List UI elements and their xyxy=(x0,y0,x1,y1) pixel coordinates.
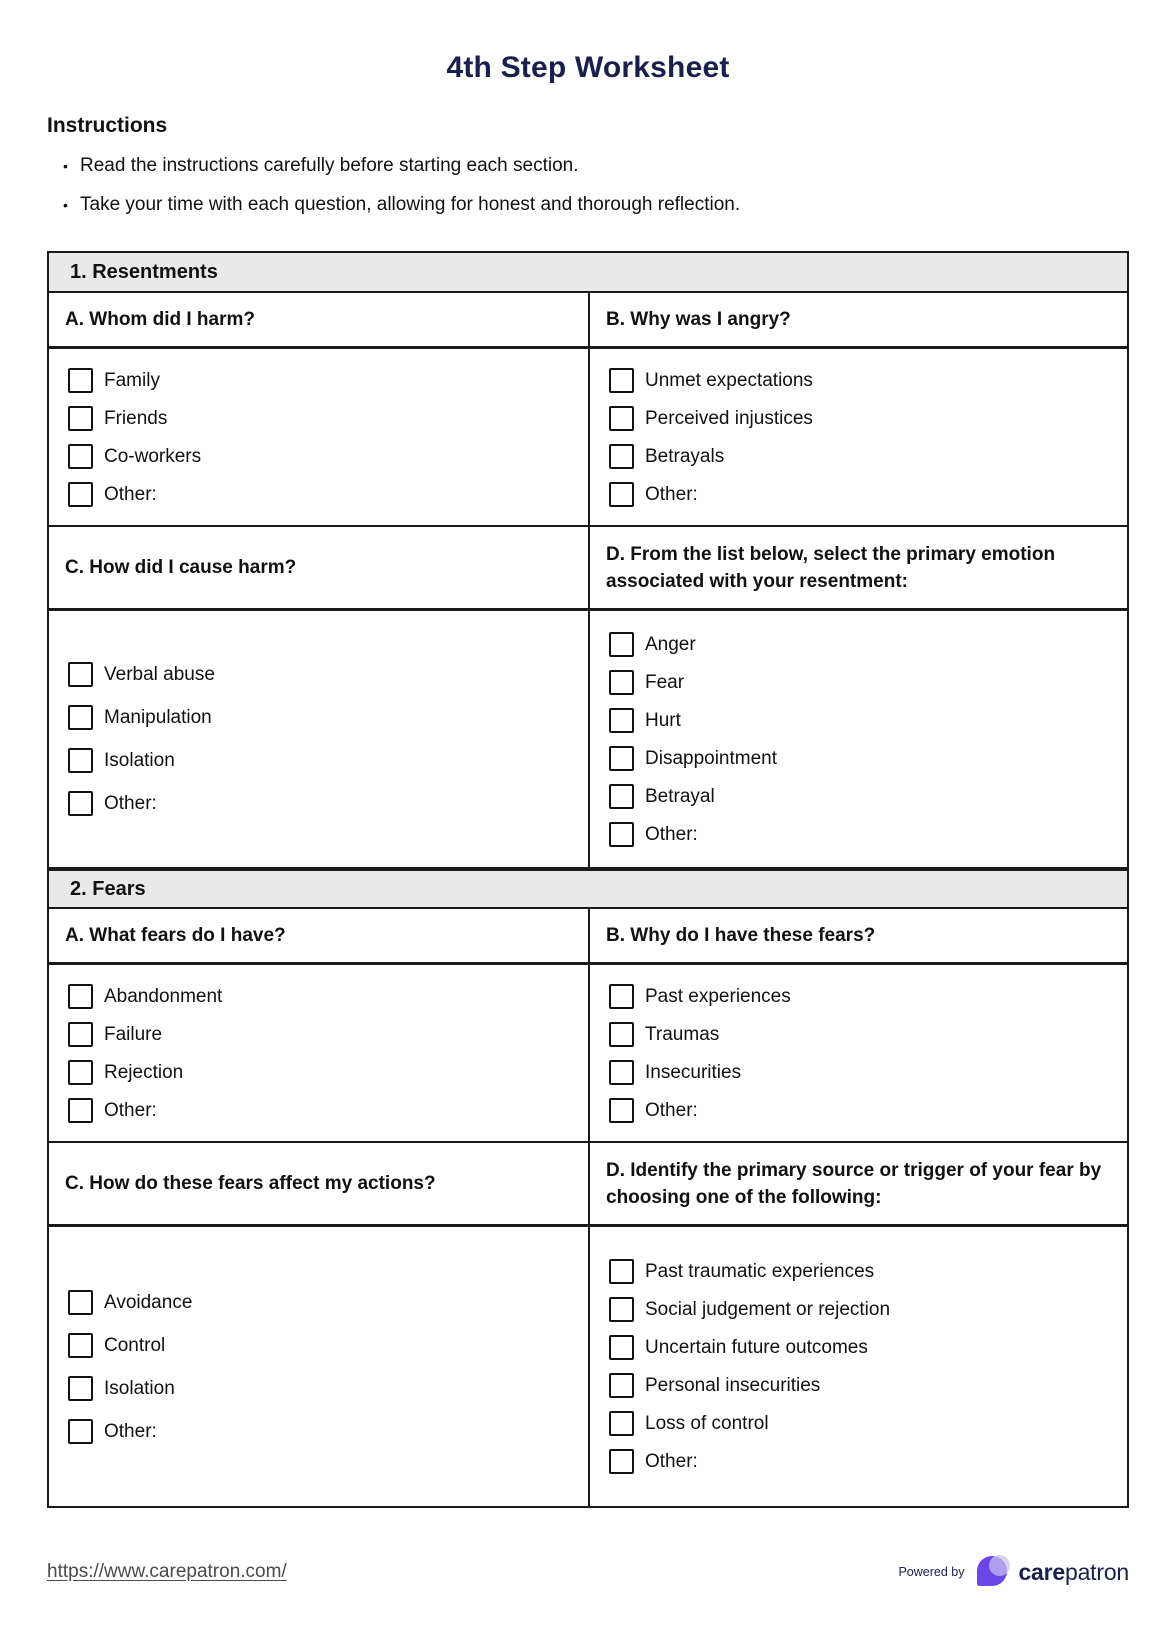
question-label: B. Why do I have these fears? xyxy=(606,925,876,946)
page-footer xyxy=(47,1552,1129,1592)
checkbox-option-loss-of-control[interactable] xyxy=(609,1411,1111,1436)
question-fears-c xyxy=(49,1143,588,1224)
option-label: Hurt xyxy=(645,709,681,731)
checkbox-option-verbal-abuse[interactable] xyxy=(68,662,572,687)
checkbox[interactable] xyxy=(68,1098,93,1123)
checkbox[interactable] xyxy=(609,1335,634,1360)
options-row xyxy=(49,965,1127,1143)
checkbox[interactable] xyxy=(609,1297,634,1322)
option-label: Disappointment xyxy=(645,747,778,769)
checkbox-option-other[interactable] xyxy=(68,791,572,816)
question-fears-d xyxy=(588,1143,1127,1224)
option-label: Other: xyxy=(645,1451,698,1472)
checkbox[interactable] xyxy=(609,1060,634,1085)
question-row xyxy=(49,909,1127,965)
page-title: 4th Step Worksheet xyxy=(446,51,730,84)
checkbox-option-unmet-expectations[interactable] xyxy=(609,368,1111,393)
checkbox-option-family[interactable] xyxy=(68,368,572,393)
question-label: C. How do these fears affect my actions? xyxy=(65,1173,436,1194)
carepatron-wordmark xyxy=(1018,1559,1129,1586)
checkbox[interactable] xyxy=(68,748,93,773)
checkbox[interactable] xyxy=(609,1449,634,1474)
checkbox[interactable] xyxy=(68,1419,93,1444)
checkbox[interactable] xyxy=(609,1411,634,1436)
checkbox[interactable] xyxy=(609,746,634,771)
checkbox[interactable] xyxy=(609,822,634,847)
option-label: Family xyxy=(104,369,160,391)
checkbox[interactable] xyxy=(68,1022,93,1047)
checkbox[interactable] xyxy=(68,406,93,431)
question-label: D. Identify the primary source or trigger of your fear by choosing one of the following: xyxy=(606,1159,1102,1208)
question-label: A. What fears do I have? xyxy=(65,925,286,946)
checkbox-option-abandonment[interactable] xyxy=(68,984,572,1009)
option-label: Past traumatic experiences xyxy=(645,1261,875,1282)
checkbox-option-friends[interactable] xyxy=(68,406,572,431)
checkbox[interactable] xyxy=(68,1290,93,1315)
option-label: Avoidance xyxy=(104,1291,193,1313)
section-title: 2. Fears xyxy=(70,877,146,900)
checkbox-option-isolation[interactable] xyxy=(68,1376,572,1401)
options-resentments-b xyxy=(588,349,1127,525)
worksheet-table xyxy=(47,251,1129,1508)
checkbox-option-control[interactable] xyxy=(68,1333,572,1358)
checkbox[interactable] xyxy=(68,662,93,687)
option-label: Manipulation xyxy=(104,707,212,728)
instruction-item xyxy=(47,153,1129,179)
options-resentments-a xyxy=(49,349,588,525)
option-label: Rejection xyxy=(104,1061,184,1083)
option-label: Failure xyxy=(104,1023,163,1045)
question-row xyxy=(49,527,1127,611)
checkbox-option-other[interactable] xyxy=(609,482,1111,507)
options-fears-d xyxy=(588,1227,1127,1506)
option-label: Social judgement or rejection xyxy=(645,1299,891,1320)
checkbox-option-past-traumatic-experiences[interactable] xyxy=(609,1259,1111,1284)
carepatron-link[interactable]: https://www.carepatron.com/ xyxy=(47,1561,287,1582)
question-label: B. Why was I angry? xyxy=(606,309,791,330)
checkbox-option-isolation[interactable] xyxy=(68,748,572,773)
options-fears-a xyxy=(49,965,588,1141)
option-label: Control xyxy=(104,1334,166,1356)
question-label: C. How did I cause harm? xyxy=(65,557,297,578)
instruction-item xyxy=(47,192,1129,218)
instructions-heading: Instructions xyxy=(47,114,168,137)
option-label: Isolation xyxy=(104,750,175,771)
checkbox-option-coworkers[interactable] xyxy=(68,444,572,469)
checkbox-option-other[interactable] xyxy=(68,1098,572,1123)
bullet-icon: • xyxy=(63,158,68,174)
question-fears-b xyxy=(588,909,1127,962)
checkbox[interactable] xyxy=(609,670,634,695)
checkbox-option-insecurities[interactable] xyxy=(609,1060,1111,1085)
checkbox[interactable] xyxy=(68,984,93,1009)
checkbox-option-betrayals[interactable] xyxy=(609,444,1111,469)
question-row xyxy=(49,1143,1127,1227)
checkbox[interactable] xyxy=(609,1259,634,1284)
checkbox[interactable] xyxy=(609,368,634,393)
checkbox-option-other[interactable] xyxy=(68,1419,572,1444)
option-label: Uncertain future outcomes xyxy=(645,1337,868,1358)
checkbox[interactable] xyxy=(609,784,634,809)
instruction-text: Take your time with each question, allowing for honest and thorough reflection. xyxy=(80,194,741,215)
option-label: Perceived injustices xyxy=(645,407,813,429)
checkbox-option-other[interactable] xyxy=(609,822,1111,847)
section-header-fears xyxy=(49,869,1127,909)
question-resentments-d xyxy=(588,527,1127,608)
checkbox[interactable] xyxy=(609,406,634,431)
checkbox-option-personal-insecurities[interactable] xyxy=(609,1373,1111,1398)
checkbox-option-uncertain-future[interactable] xyxy=(609,1335,1111,1360)
checkbox[interactable] xyxy=(609,984,634,1009)
option-label: Isolation xyxy=(104,1377,175,1399)
checkbox-option-social-judgement[interactable] xyxy=(609,1297,1111,1322)
option-label: Other: xyxy=(104,793,157,814)
question-resentments-b xyxy=(588,293,1127,346)
checkbox-option-failure[interactable] xyxy=(68,1022,572,1047)
instruction-text: Read the instructions carefully before starting each section. xyxy=(80,155,579,176)
checkbox[interactable] xyxy=(609,1022,634,1047)
options-resentments-d xyxy=(588,611,1127,867)
options-fears-c xyxy=(49,1227,588,1506)
question-resentments-c xyxy=(49,527,588,608)
option-label: Other: xyxy=(645,823,698,845)
powered-by-label: Powered by xyxy=(898,1565,965,1579)
checkbox[interactable] xyxy=(609,444,634,469)
checkbox[interactable] xyxy=(68,705,93,730)
checkbox[interactable] xyxy=(609,1098,634,1123)
checkbox-option-perceived-injustices[interactable] xyxy=(609,406,1111,431)
checkbox[interactable] xyxy=(68,1333,93,1358)
option-label: Insecurities xyxy=(645,1061,742,1083)
checkbox[interactable] xyxy=(68,482,93,507)
checkbox-option-hurt[interactable] xyxy=(609,708,1111,733)
question-row xyxy=(49,293,1127,349)
section-title: 1. Resentments xyxy=(70,260,218,283)
option-label: Abandonment xyxy=(104,985,223,1007)
carepatron-logo-icon xyxy=(973,1552,1011,1592)
option-label: Verbal abuse xyxy=(104,664,215,685)
section-header-resentments xyxy=(49,253,1127,293)
checkbox-option-manipulation[interactable] xyxy=(68,705,572,730)
option-label: Fear xyxy=(645,671,685,693)
options-row xyxy=(49,349,1127,527)
options-resentments-c xyxy=(49,611,588,867)
option-label: Other: xyxy=(645,1099,698,1121)
brand-care: care xyxy=(1018,1558,1065,1585)
checkbox-option-avoidance[interactable] xyxy=(68,1290,572,1315)
checkbox[interactable] xyxy=(68,791,93,816)
option-label: Other: xyxy=(104,483,157,505)
options-row xyxy=(49,1227,1127,1506)
checkbox-option-disappointment[interactable] xyxy=(609,746,1111,771)
question-label: D. From the list below, select the primary emotion associated with your resentment: xyxy=(606,543,1056,592)
option-label: Friends xyxy=(104,407,168,429)
question-fears-a xyxy=(49,909,588,962)
option-label: Loss of control xyxy=(645,1413,769,1434)
question-label: A. Whom did I harm? xyxy=(65,309,255,330)
checkbox[interactable] xyxy=(68,444,93,469)
checkbox[interactable] xyxy=(609,632,634,657)
option-label: Other: xyxy=(645,483,698,505)
checkbox[interactable] xyxy=(609,1373,634,1398)
checkbox-option-anger[interactable] xyxy=(609,632,1111,657)
checkbox[interactable] xyxy=(68,368,93,393)
option-label: Other: xyxy=(104,1420,157,1442)
brand-patron: patron xyxy=(1064,1558,1129,1585)
options-row xyxy=(49,611,1127,869)
checkbox-option-other[interactable] xyxy=(609,1449,1111,1474)
instructions-section xyxy=(47,112,1129,218)
powered-by-group xyxy=(898,1552,1129,1592)
option-label: Personal insecurities xyxy=(645,1375,821,1396)
checkbox-option-other[interactable] xyxy=(68,482,572,507)
checkbox-option-betrayal[interactable] xyxy=(609,784,1111,809)
option-label: Traumas xyxy=(645,1023,720,1045)
checkbox-option-traumas[interactable] xyxy=(609,1022,1111,1047)
option-label: Betrayal xyxy=(645,785,715,807)
checkbox-option-other[interactable] xyxy=(609,1098,1111,1123)
options-fears-b xyxy=(588,965,1127,1141)
option-label: Past experiences xyxy=(645,985,791,1007)
question-resentments-a xyxy=(49,293,588,346)
option-label: Betrayals xyxy=(645,445,725,467)
checkbox-option-rejection[interactable] xyxy=(68,1060,572,1085)
checkbox[interactable] xyxy=(68,1376,93,1401)
checkbox-option-fear[interactable] xyxy=(609,670,1111,695)
checkbox[interactable] xyxy=(68,1060,93,1085)
option-label: Other: xyxy=(104,1099,157,1121)
checkbox[interactable] xyxy=(609,708,634,733)
option-label: Co-workers xyxy=(104,445,202,467)
option-label: Anger xyxy=(645,633,696,655)
bullet-icon: • xyxy=(63,197,68,213)
checkbox-option-past-experiences[interactable] xyxy=(609,984,1111,1009)
option-label: Unmet expectations xyxy=(645,369,813,391)
checkbox[interactable] xyxy=(609,482,634,507)
